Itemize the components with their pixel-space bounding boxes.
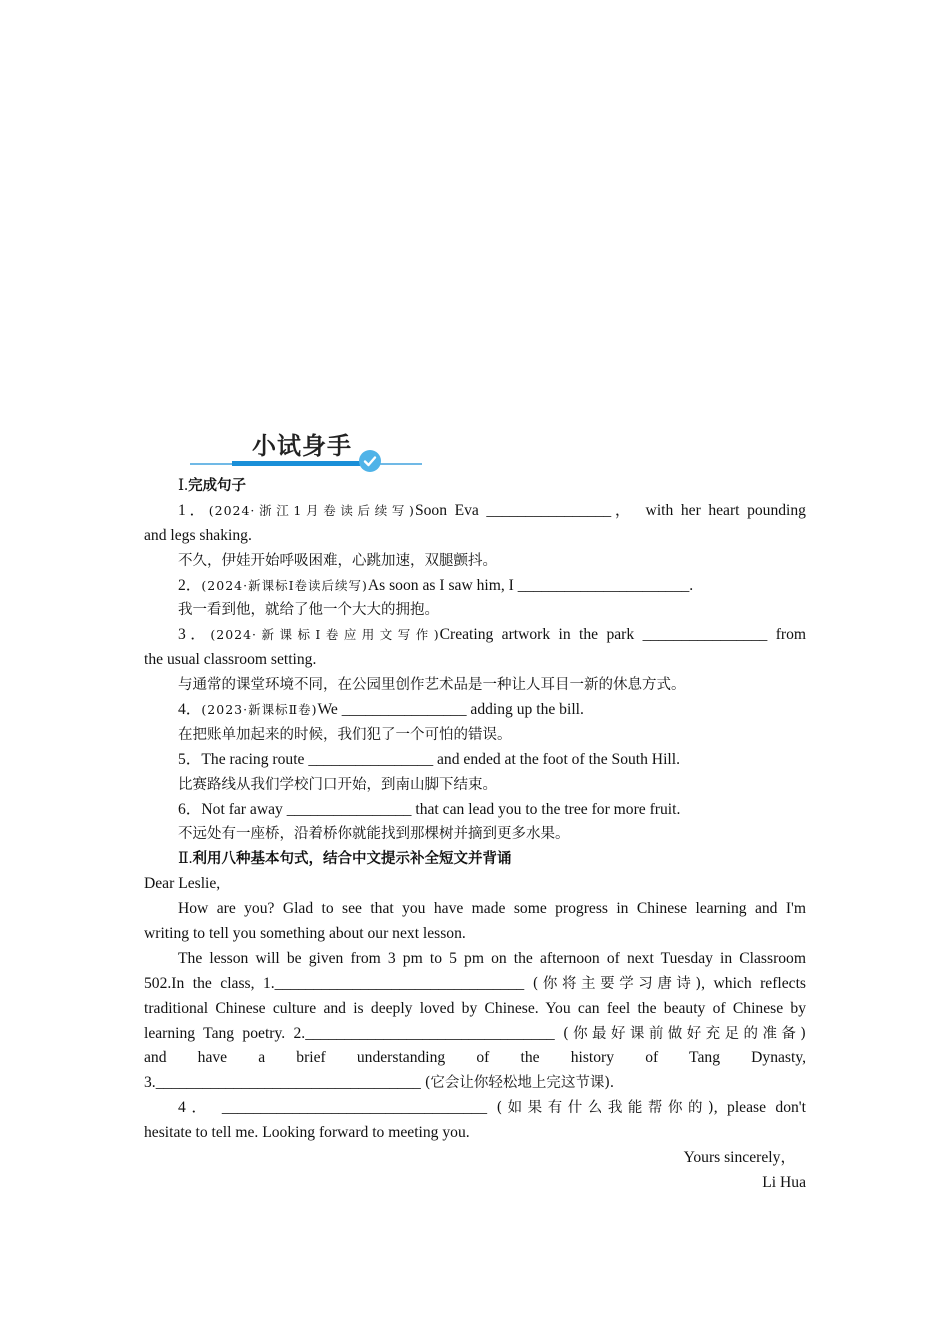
section2-heading-text: 利用八种基本句式，结合中文提示补全短文并背诵 — [192, 851, 512, 868]
item-5-translation: 比赛路线从我们学校门口开始，到南山脚下结束。 — [178, 776, 497, 793]
letter-text: . — [610, 1074, 614, 1092]
letter-text: , which reflects — [701, 974, 806, 992]
answer-blank[interactable]: ________________ — [308, 750, 434, 768]
letter-paragraph-2-line — [144, 972, 806, 997]
word: understanding — [356, 1049, 446, 1067]
item-2-translation: 我一看到他，就给了他一个大大的拥抱。 — [178, 602, 439, 619]
item-6 — [144, 798, 806, 823]
letter-paragraph-2-line — [144, 1046, 806, 1071]
item-number: 2． — [178, 576, 202, 594]
chinese-hint: (你最好课前做好充足的准备) — [563, 1025, 806, 1042]
item-1-continuation: and legs shaking. — [144, 526, 252, 544]
word: Dynasty, — [751, 1049, 807, 1067]
answer-blank[interactable]: ________________ — [341, 701, 467, 719]
item-4 — [144, 698, 806, 723]
answer-blank[interactable]: ________________ — [486, 501, 612, 519]
word: a — [258, 1049, 266, 1067]
item-number: 4． — [178, 701, 202, 719]
word: of — [476, 1049, 490, 1067]
chinese-hint: (它会让你轻松地上完这节课) — [424, 1075, 611, 1092]
word: history — [570, 1049, 615, 1067]
word: the — [520, 1049, 540, 1067]
letter-text: , please don't — [713, 1099, 806, 1117]
chinese-hint: (如果有什么我能帮你的) — [496, 1100, 714, 1117]
section2-heading — [144, 847, 806, 872]
letter-paragraph-2: The lesson will be given from 3 pm to 5 pm on the afternoon of next Tuesday in Classroom — [178, 949, 806, 967]
answer-blank[interactable]: ________________________________ — [305, 1024, 555, 1042]
section1-heading-number: Ⅰ. — [178, 477, 189, 494]
word: have — [197, 1049, 228, 1067]
item-1 — [144, 499, 806, 524]
item-text: from — [775, 626, 807, 644]
section1-heading-text: 完成句子 — [188, 478, 247, 494]
item-text: As soon as I saw him, I — [367, 576, 514, 594]
item-number: 3． — [178, 626, 211, 644]
item-text: We — [317, 701, 338, 719]
section2-heading-number: Ⅱ. — [178, 850, 193, 868]
item-3 — [144, 623, 806, 648]
item-4-translation: 在把账单加起来的时候，我们犯了一个可怕的错误。 — [178, 726, 512, 743]
item-number: 5． — [178, 750, 202, 768]
item-number: 1． — [178, 501, 209, 519]
letter-paragraph-1: How are you? Glad to see that you have made some progress in Chinese learning and I'm — [178, 900, 806, 918]
answer-blank[interactable]: ________________ — [286, 800, 412, 818]
section-banner — [190, 426, 422, 474]
item-text: that can lead you to the tree for more fruit. — [415, 800, 681, 818]
letter-paragraph-1-line: writing to tell you something about our next lesson. — [144, 925, 466, 943]
exercise-content — [144, 474, 806, 1196]
letter-paragraph-3-line: hesitate to tell me. Looking forward to meeting you. — [144, 1124, 470, 1142]
letter-signature: Li Hua — [762, 1173, 806, 1191]
letter-paragraph-2-line — [144, 1071, 806, 1096]
item-3-continuation: the usual classroom setting. — [144, 651, 317, 669]
answer-blank[interactable]: ________________________________ — [274, 974, 525, 992]
item-source: (2024·新课标Ⅰ卷读后续写) — [201, 577, 368, 593]
answer-blank[interactable]: ______________________ — [517, 576, 690, 594]
item-1-translation: 不久，伊娃开始呼吸困难，心跳加速，双腿颤抖。 — [178, 552, 497, 569]
item-source: (2024·新课标Ⅰ卷应用文写作) — [210, 627, 440, 643]
banner-title: 小试身手 — [252, 432, 352, 460]
chinese-hint: (你将主要学习唐诗) — [532, 975, 702, 992]
item-text: and ended at the foot of the South Hill. — [437, 750, 680, 768]
letter-greeting: Dear Leslie, — [144, 875, 221, 893]
item-source: (2024·浙江1月卷读后续写) — [208, 502, 415, 518]
answer-blank[interactable]: ________________ — [642, 626, 768, 644]
section1-heading — [144, 474, 806, 499]
word: brief — [296, 1049, 326, 1067]
letter-text: learning Tang poetry. 2. — [144, 1024, 306, 1042]
item-text: Soon Eva — [414, 501, 479, 519]
item-text: . — [689, 576, 694, 594]
item-source: (2023·新课标Ⅱ卷) — [201, 702, 318, 718]
item-text: Creating artwork in the park — [439, 626, 635, 644]
letter-text: 502.In the class, 1. — [144, 974, 275, 992]
letter-paragraph-3 — [144, 1096, 806, 1121]
check-circle-icon — [357, 448, 383, 474]
item-text: adding up the bill. — [470, 701, 584, 719]
answer-blank[interactable]: __________________________________ — [155, 1074, 421, 1092]
letter-paragraph-2-line: traditional Chinese culture and is deeply loved by Chinese. You can feel the beauty of Chinese by — [144, 999, 806, 1017]
letter-paragraph-2-line — [144, 1022, 806, 1047]
item-5 — [144, 748, 806, 773]
item-6-translation: 不远处有一座桥，沿着桥你就能找到那棵树并摘到更多水果。 — [178, 826, 570, 843]
letter-text: 3. — [144, 1074, 156, 1092]
item-text: ， with her heart pounding — [611, 501, 806, 519]
item-3-translation: 与通常的课堂环境不同，在公园里创作艺术品是一种让人耳目一新的休息方式。 — [178, 677, 686, 694]
word: and — [144, 1049, 167, 1067]
item-text: The racing route — [201, 750, 305, 768]
item-text: Not far away — [201, 800, 283, 818]
item-2 — [144, 574, 806, 599]
word: Tang — [689, 1049, 720, 1067]
word: of — [645, 1049, 659, 1067]
letter-text: 4． — [178, 1099, 213, 1117]
letter-closing: Yours sincerely， — [683, 1149, 796, 1167]
item-number: 6． — [178, 800, 202, 818]
answer-blank[interactable]: __________________________________ — [221, 1099, 487, 1117]
